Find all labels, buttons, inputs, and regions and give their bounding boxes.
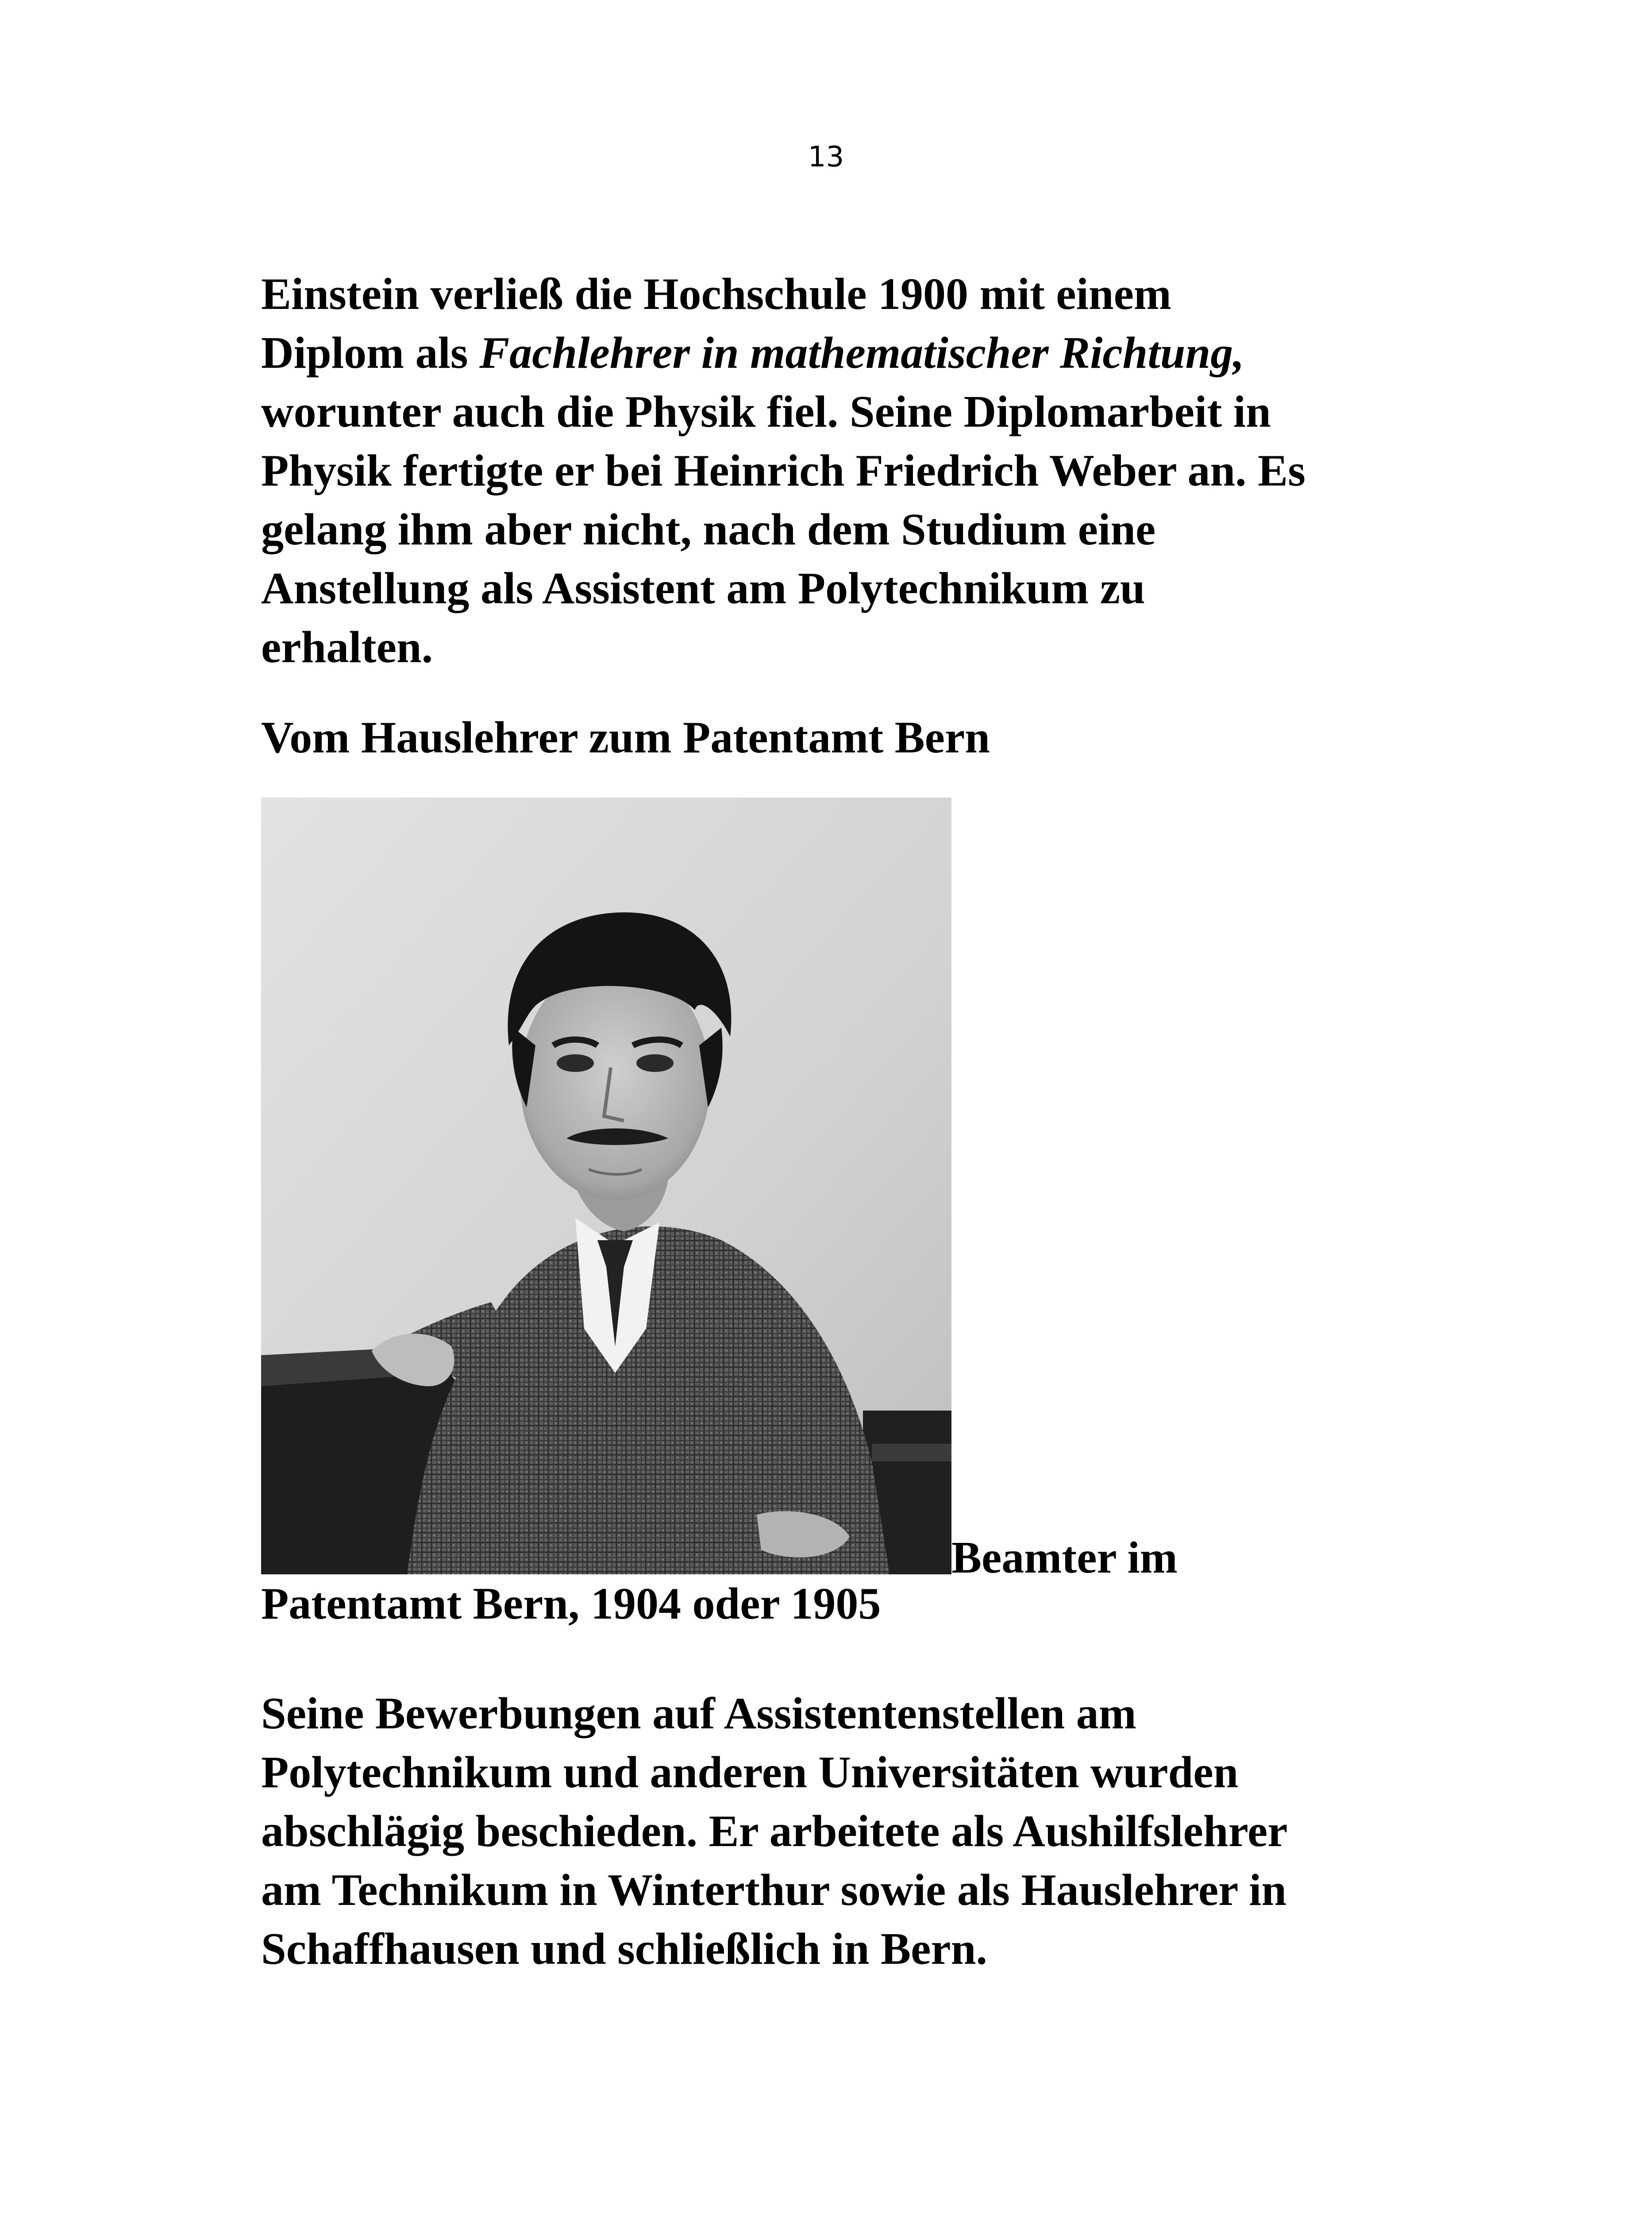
text-span: Diplom als: [261, 328, 480, 378]
caption-part-1: Beamter im: [951, 1533, 1178, 1583]
text-line: worunter auch die Physik fiel. Seine Diplomarbeit in: [261, 387, 1271, 437]
text-line: Anstellung als Assistent am Polytechnikum zu: [261, 563, 1145, 613]
photo-line: [261, 798, 1421, 1583]
italic-text: Fachlehrer in mathematischer Richtung,: [479, 328, 1244, 378]
page-number: 13: [808, 141, 844, 173]
text-line: erhalten.: [261, 622, 433, 672]
section-heading: Vom Hauslehrer zum Patentamt Bern: [261, 713, 990, 763]
text-line: [261, 324, 1421, 382]
text-line: abschlägig beschieden. Er arbeitete als Aushilfslehrer: [261, 1806, 1288, 1856]
figure: [261, 798, 1421, 1633]
portrait-photo: [261, 798, 951, 1574]
paragraph-diploma: [261, 265, 1421, 677]
text-line: Einstein verließ die Hochschule 1900 mit einem: [261, 269, 1171, 319]
text-line: Schaffhausen und schließlich in Bern.: [261, 1924, 987, 1974]
text-line: Seine Bewerbungen auf Assistentenstellen am: [261, 1689, 1136, 1739]
text-line: am Technikum in Winterthur sowie als Hauslehrer in: [261, 1865, 1287, 1915]
paragraph-applications: [261, 1684, 1421, 1978]
text-line: Physik fertigte er bei Heinrich Friedrich Weber an. Es: [261, 446, 1305, 496]
text-line: Polytechnikum und anderen Universitäten wurden: [261, 1747, 1239, 1797]
text-line: gelang ihm aber nicht, nach dem Studium eine: [261, 505, 1156, 555]
caption-part-2: Patentamt Bern, 1904 oder 1905: [261, 1579, 881, 1629]
